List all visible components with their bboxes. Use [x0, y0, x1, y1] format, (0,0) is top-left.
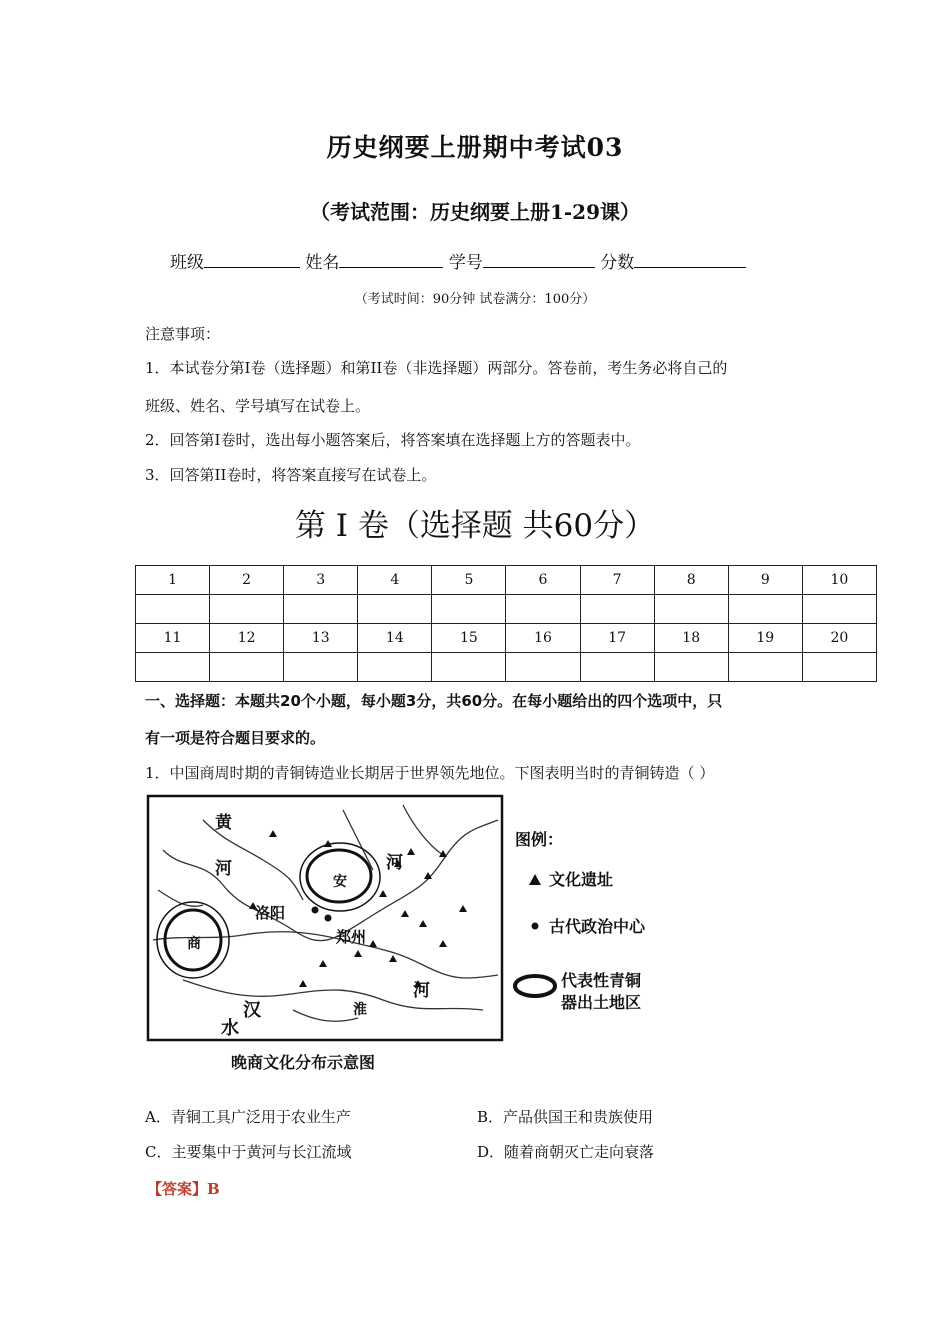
option-b[interactable]: B．产品供国王和贵族使用 [477, 1108, 654, 1126]
answer-cell[interactable] [506, 595, 580, 624]
map-label: 郑州 [336, 928, 367, 946]
zhengzhou-center-dot [325, 915, 332, 922]
class-blank[interactable] [204, 249, 300, 268]
map-label: 安 [333, 874, 347, 890]
option-a[interactable]: A．青铜工具广泛用于农业生产 [145, 1108, 351, 1126]
question-number-cell: 8 [654, 566, 728, 595]
question-number-cell: 13 [284, 624, 358, 653]
answer-line [147, 1178, 220, 1199]
question-number-cell: 6 [506, 566, 580, 595]
map-label: 洛阳 [255, 904, 286, 922]
answer-cell[interactable] [728, 595, 802, 624]
section-instructions: 一、选择题：本题共20个小题，每小题3分，共60分。在每小题给出的四个选项中，只 [145, 692, 723, 710]
option-d[interactable]: D．随着商朝灭亡走向衰落 [477, 1143, 655, 1161]
map-label: 河 [413, 981, 430, 1001]
student-no-blank[interactable] [483, 249, 595, 268]
answer-cell[interactable] [580, 653, 654, 682]
question-number-cell: 3 [284, 566, 358, 595]
map-label: 商 [187, 936, 201, 952]
question-number-cell: 4 [358, 566, 432, 595]
map-legend [515, 830, 646, 1012]
score-blank[interactable] [634, 249, 746, 268]
question-number-cell: 17 [580, 624, 654, 653]
answer-cell[interactable] [284, 595, 358, 624]
note-line: 班级、姓名、学号填写在试卷上。 [145, 397, 371, 415]
question-stem: 1．中国商周时期的青铜铸造业长期居于世界领先地位。下图表明当时的青铜铸造（ ） [145, 764, 715, 782]
answer-cell[interactable] [210, 595, 284, 624]
question-number-cell: 16 [506, 624, 580, 653]
score-label: 分数 [600, 253, 635, 273]
question-number-cell: 10 [802, 566, 876, 595]
question-number-cell: 1 [136, 566, 210, 595]
exam-scope: （考试范围：历史纲要上册1-29课） [309, 200, 641, 224]
question-number-cell: 7 [580, 566, 654, 595]
map-label: 黄 [215, 813, 232, 833]
answer-cell[interactable] [728, 653, 802, 682]
late-shang-culture-map [143, 790, 673, 1080]
map-label: 河 [386, 853, 403, 873]
map-label: 淮 [353, 1002, 367, 1018]
dot-center-icon [532, 923, 539, 930]
luoyang-center-dot [312, 907, 319, 914]
legend-title: 图例： [515, 830, 564, 849]
note-line: 2．回答第I卷时，选出每小题答案后，将答案填在选择题上方的答题表中。 [145, 431, 641, 449]
map-label: 水 [221, 1018, 239, 1039]
table-row [136, 595, 877, 624]
note-line: 1．本试卷分第I卷（选择题）和第II卷（非选择题）两部分。答卷前，考生务必将自己的 [145, 359, 728, 377]
question-number-cell: 20 [802, 624, 876, 653]
name-label: 姓名 [305, 253, 340, 273]
answer-cell[interactable] [654, 595, 728, 624]
table-row [136, 624, 877, 653]
answer-cell[interactable] [654, 653, 728, 682]
answer-cell[interactable] [358, 653, 432, 682]
question-number-cell: 14 [358, 624, 432, 653]
page-title: 历史纲要上册期中考试03 [326, 133, 624, 162]
note-line: 3．回答第II卷时，将答案直接写在试卷上。 [145, 466, 437, 484]
exam-time: （考试时间：90分钟 试卷满分：100分） [354, 292, 596, 307]
answer-cell[interactable] [432, 653, 506, 682]
question-number-cell: 15 [432, 624, 506, 653]
answer-label: 【答案】 [147, 1180, 208, 1198]
answer-cell[interactable] [802, 595, 876, 624]
answer-cell[interactable] [136, 653, 210, 682]
question-number-cell: 2 [210, 566, 284, 595]
option-c[interactable]: C．主要集中于黄河与长江流域 [145, 1143, 352, 1161]
answer-cell[interactable] [432, 595, 506, 624]
answer-cell[interactable] [358, 595, 432, 624]
answer-table [135, 565, 877, 682]
answer-cell[interactable] [506, 653, 580, 682]
question-number-cell: 9 [728, 566, 802, 595]
answer-cell[interactable] [210, 653, 284, 682]
ellipse-region-icon [515, 976, 555, 996]
question-number-cell: 12 [210, 624, 284, 653]
table-row [136, 653, 877, 682]
answer-cell[interactable] [580, 595, 654, 624]
legend-region: 器出土地区 [561, 993, 642, 1012]
map-label: 汉 [243, 1000, 261, 1021]
name-blank[interactable] [339, 249, 443, 268]
map-caption: 晚商文化分布示意图 [231, 1053, 376, 1072]
question-number-cell: 18 [654, 624, 728, 653]
legend-center: 古代政治中心 [549, 917, 646, 936]
question-number-cell: 11 [136, 624, 210, 653]
section-title: 第 I 卷（选择题 共60分） [294, 508, 656, 544]
answer-cell[interactable] [136, 595, 210, 624]
answer-value: B [207, 1180, 220, 1198]
table-row [136, 566, 877, 595]
class-label: 班级 [170, 253, 204, 273]
legend-site: 文化遗址 [549, 870, 614, 889]
answer-cell[interactable] [284, 653, 358, 682]
student-no-label: 学号 [448, 253, 483, 273]
map-label: 河 [215, 859, 232, 879]
student-info-line [170, 248, 746, 273]
question-number-cell: 19 [728, 624, 802, 653]
section-instructions: 有一项是符合题目要求的。 [145, 729, 326, 747]
question-number-cell: 5 [432, 566, 506, 595]
notes-heading: 注意事项： [145, 325, 221, 343]
triangle-site-icon [529, 874, 541, 885]
answer-cell[interactable] [802, 653, 876, 682]
legend-region: 代表性青铜 [561, 971, 642, 990]
